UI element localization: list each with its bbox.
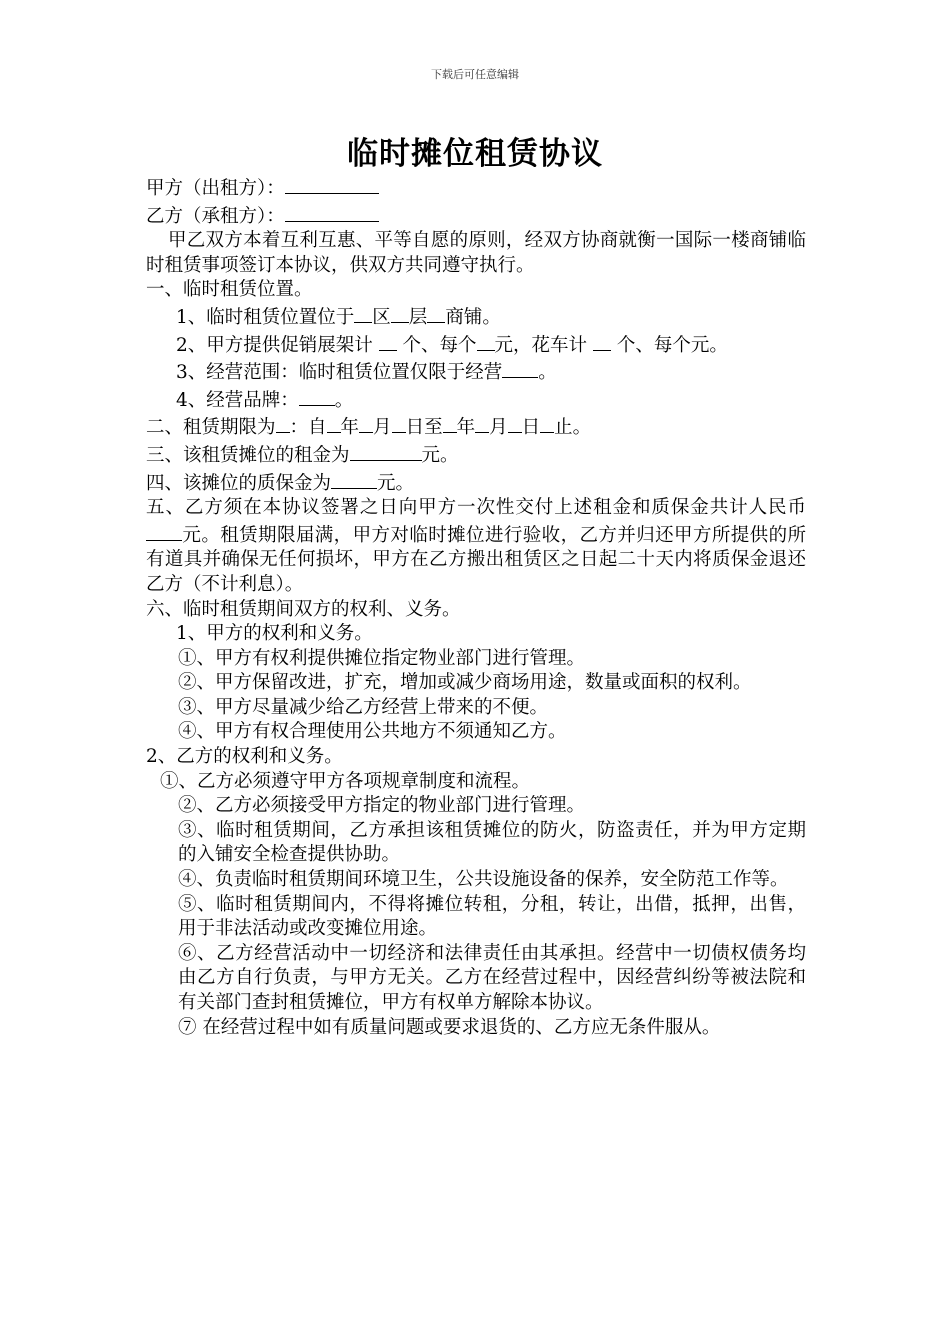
party-a-item-4: ④、甲方有权合理使用公共地方不须通知乙方。 <box>178 721 567 743</box>
document-title: 临时摊位租赁协议 <box>347 136 603 172</box>
section-3: 三、该租赁摊位的租金为 元。 <box>146 441 806 469</box>
party-b-line: 乙方（承租方）： <box>146 202 806 230</box>
section-6-heading: 六、临时租赁期间双方的权利、义务。 <box>146 598 461 620</box>
party-a-item-3: ③、甲方尽量减少给乙方经营上带来的不便。 <box>178 696 549 718</box>
party-b-rights-heading: 2、乙方的权利和义务。 <box>146 746 343 768</box>
intro-paragraph: 甲乙双方本着互利互惠、平等自愿的原则，经双方协商就衡一国际一楼商铺临时租赁事项签订本协议，供双方共同遵守执行。 <box>146 230 806 276</box>
party-b-item-1: ①、乙方必须遵守甲方各项规章制度和流程。 <box>160 770 531 792</box>
party-b-item-6: ⑥、乙方经营活动中一切经济和法律责任由其承担。经营中一切债权债务均由乙方自行负责，与甲方无关。乙方在经营过程中，因经营纠纷等被法院和有关部门查封租赁摊位，甲方有权单方解除本协议。 <box>178 942 806 1013</box>
party-b-item-4: ④、负责临时租赁期间环境卫生，公共设施设备的保养，安全防范工作等。 <box>178 869 789 891</box>
section-5: 五、乙方须在本协议签署之日向甲方一次性交付上述租金和质保金共计人民币元。租赁期限届满，甲方对临时摊位进行验收，乙方并归还甲方所提供的所有道具并确保无任何损坏，甲方在乙方搬出租赁区之日起二十天内将质保金退还乙方（不计利息）。 <box>146 497 806 595</box>
party-b-item-5: ⑤、临时租赁期间内，不得将摊位转租，分租，转让，出借，抵押，出售，用于非法活动或改变摊位用途。 <box>178 893 806 940</box>
section-2: 二、租赁期限为 ：自 年 月 日至 年 月 日 止。 <box>146 413 806 441</box>
section-1-item-3: 3、经营范围：临时租赁位置仅限于经营 。 <box>146 358 806 386</box>
party-a-line: 甲方（出租方）： <box>146 174 806 202</box>
party-a-blank <box>285 174 379 194</box>
section-1-item-1: 1、临时租赁位置位于 区 层 商铺。 <box>146 303 806 331</box>
header-note: 下载后可任意编辑 <box>431 68 519 81</box>
section-1-item-4: 4、经营品牌： 。 <box>146 386 806 414</box>
section-1-heading: 一、临时租赁位置。 <box>146 279 313 301</box>
party-a-rights-heading: 1、甲方的权利和义务。 <box>176 623 373 645</box>
section-4: 四、该摊位的质保金为 元。 <box>146 469 806 497</box>
party-b-item-2: ②、乙方必须接受甲方指定的物业部门进行管理。 <box>178 795 586 817</box>
party-b-item-7: ⑦ 在经营过程中如有质量问题或要求退货的、乙方应无条件服从。 <box>178 1016 721 1038</box>
party-a-item-1: ①、甲方有权利提供摊位指定物业部门进行管理。 <box>178 647 586 669</box>
party-b-blank <box>285 202 379 222</box>
party-a-item-2: ②、甲方保留改进，扩充，增加或减少商场用途，数量或面积的权利。 <box>178 672 752 694</box>
section-1-item-2: 2、甲方提供促销展架计 个、每个 元，花车计 个、每个元。 <box>146 331 806 359</box>
document-body <box>146 174 806 1040</box>
party-b-item-3: ③、临时租赁期间，乙方承担该租赁摊位的防火，防盗责任，并为甲方定期的入铺安全检查提供协助。 <box>178 819 806 866</box>
